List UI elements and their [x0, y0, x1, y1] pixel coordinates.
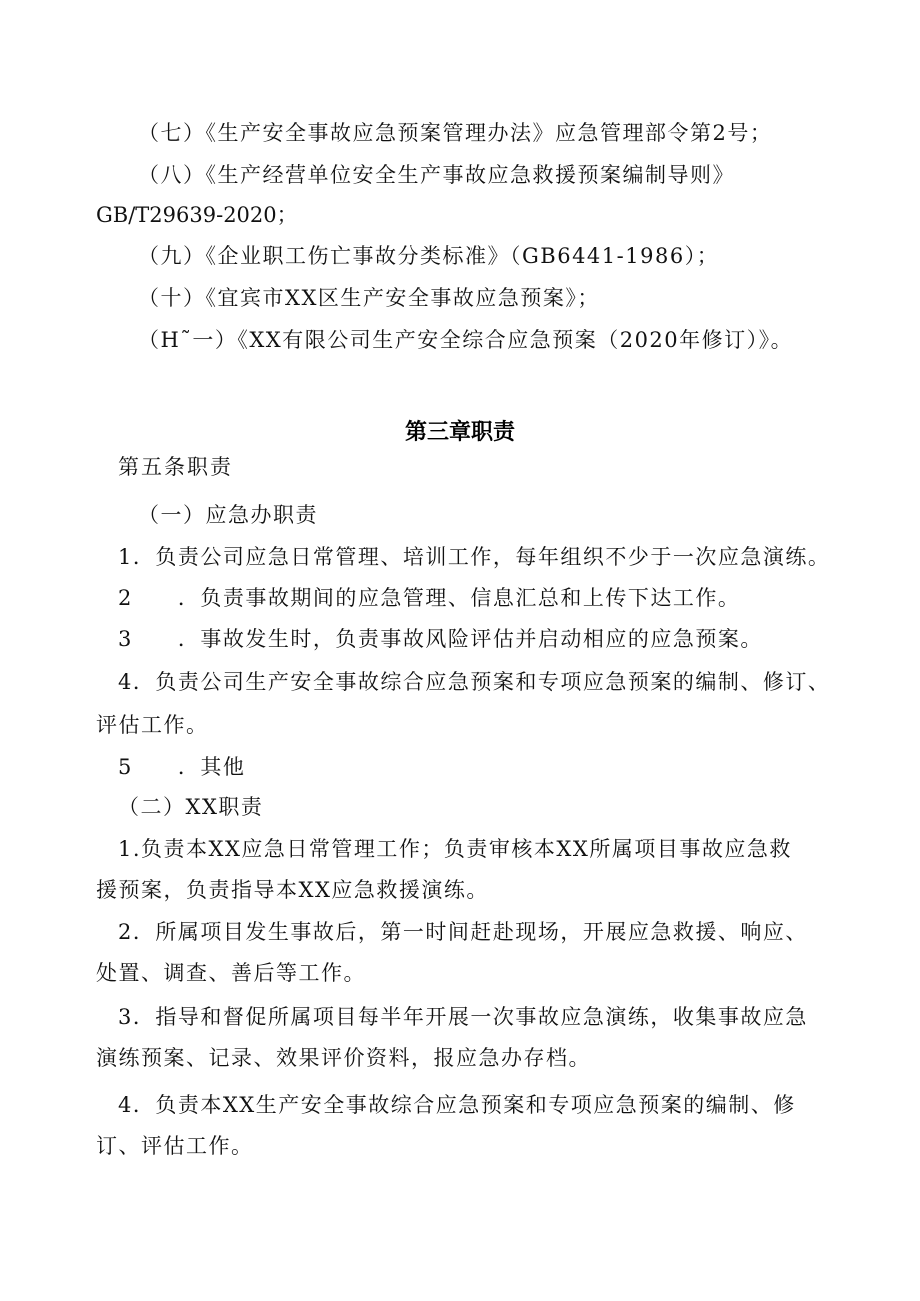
- section-2-item-2-continued: 处置、调查、善后等工作。: [96, 961, 366, 985]
- section-2-item-3-continued: 演练预案、记录、效果评价资料，报应急办存档。: [96, 1046, 591, 1070]
- section-1-item-1: 1．负责公司应急日常管理、培训工作，每年组织不少于一次应急演练。: [118, 545, 831, 569]
- basis-item-11: （H˜一）《XX有限公司生产安全综合应急预案（2020年修订）》。: [138, 328, 794, 352]
- article-title: 第五条职责: [118, 455, 233, 479]
- basis-item-8-continued: GB/T29639-2020；: [96, 203, 298, 227]
- chapter-title: 第三章职责: [404, 420, 515, 445]
- section-2-item-1-continued: 援预案，负责指导本XX应急救援演练。: [96, 878, 489, 902]
- basis-item-10: （十）《宜宾市XX区生产安全事故应急预案》；: [138, 286, 600, 310]
- section-2-item-4-continued: 订、评估工作。: [96, 1134, 254, 1158]
- section-2-heading: （二）XX职责: [118, 795, 264, 819]
- section-2-item-3: 3．指导和督促所属项目每半年开展一次事故应急演练，收集事故应急: [118, 1005, 808, 1029]
- section-2-item-4: 4．负责本XX生产安全事故综合应急预案和专项应急预案的编制、修: [118, 1093, 796, 1117]
- section-2-item-2: 2．所属项目发生事故后，第一时间赶赴现场，开展应急救援、响应、: [118, 920, 808, 944]
- basis-item-9: （九）《企业职工伤亡事故分类标准》（GB6441-1986）；: [138, 244, 720, 268]
- section-1-item-4-continued: 评估工作。: [96, 713, 209, 737]
- section-1-item-3: 3 ．事故发生时，负责事故风险评估并启动相应的应急预案。: [118, 627, 763, 651]
- section-1-item-4: 4．负责公司生产安全事故综合应急预案和专项应急预案的编制、修订、: [118, 670, 831, 694]
- section-1-item-2: 2 ．负责事故期间的应急管理、信息汇总和上传下达工作。: [118, 586, 741, 610]
- section-1-item-5: 5 ．其他: [118, 755, 246, 779]
- basis-item-7: （七）《生产安全事故应急预案管理办法》应急管理部令第2号；: [138, 121, 773, 145]
- basis-item-8: （八）《生产经营单位安全生产事故应急救援预案编制导则》: [138, 163, 735, 187]
- section-1-heading: （一）应急办职责: [138, 503, 318, 527]
- section-2-item-1: 1.负责本XX应急日常管理工作；负责审核本XX所属项目事故应急救: [118, 837, 792, 861]
